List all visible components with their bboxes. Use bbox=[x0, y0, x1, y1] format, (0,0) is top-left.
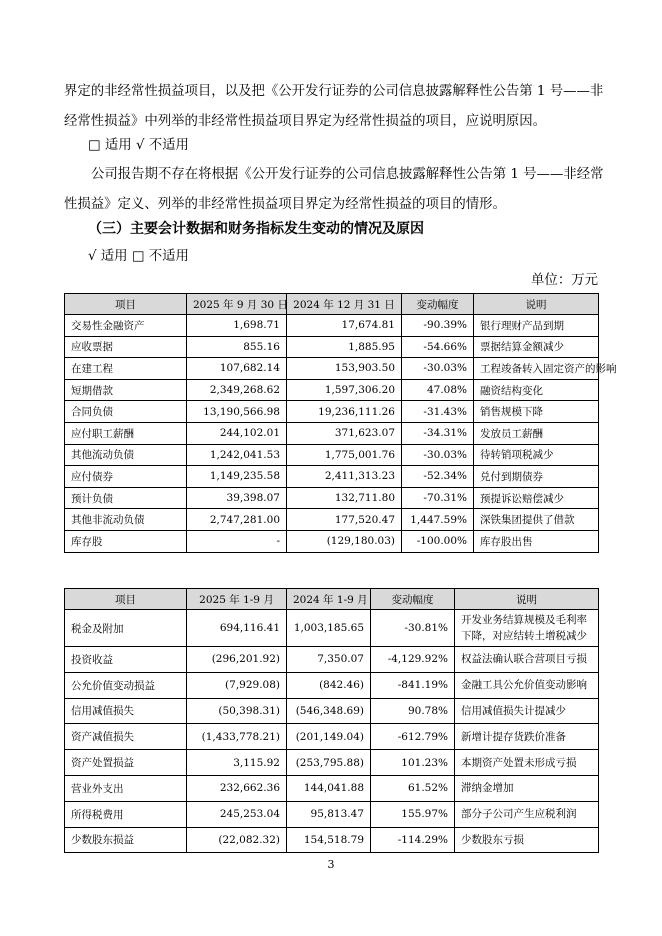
unit-label: 单位：万元 bbox=[531, 273, 598, 288]
explanation-cell: 发放员工薪酬 bbox=[474, 422, 599, 444]
intro-line-1: 界定的非经常性损益项目，以及把《公开发行证券的公司信息披露解释性公告第 1 号——非 bbox=[64, 84, 604, 99]
column-header: 变动幅度 bbox=[402, 294, 474, 315]
item-cell: 公允价值变动损益 bbox=[65, 672, 187, 698]
prior-value-cell: 154,518.79 bbox=[287, 827, 371, 853]
current-value-cell: (22,082.32) bbox=[187, 827, 287, 853]
table-row bbox=[65, 487, 599, 509]
prior-value-cell: 19,236,111.26 bbox=[287, 401, 402, 423]
income-statement-changes-table bbox=[64, 588, 599, 853]
prior-value-cell: (201,149.04) bbox=[287, 724, 371, 750]
change-rate-cell: 1,447.59% bbox=[402, 509, 474, 531]
prior-value-cell: (842.46) bbox=[287, 672, 371, 698]
prior-value-cell: (253,795.88) bbox=[287, 750, 371, 776]
explanation-cell: 滞纳金增加 bbox=[455, 775, 599, 801]
explanation-cell: 少数股东亏损 bbox=[455, 827, 599, 853]
change-rate-cell: -4,129.92% bbox=[371, 647, 455, 673]
change-rate-cell: 90.78% bbox=[371, 698, 455, 724]
explanation-cell: 本期资产处置未形成亏损 bbox=[455, 750, 599, 776]
table-row bbox=[65, 724, 599, 750]
table-row bbox=[65, 358, 599, 380]
item-cell: 合同负债 bbox=[65, 401, 187, 423]
item-cell: 少数股东损益 bbox=[65, 827, 187, 853]
change-rate-cell: -90.39% bbox=[402, 315, 474, 337]
prior-value-cell: 1,597,306.20 bbox=[287, 379, 402, 401]
explanation-cell: 权益法确认联合营项目亏损 bbox=[455, 647, 599, 673]
explanation-cell: 深铁集团提供了借款 bbox=[474, 509, 599, 531]
current-value-cell: 2,747,281.00 bbox=[187, 509, 287, 531]
table-header-row bbox=[65, 294, 599, 315]
current-value-cell: (50,398.31) bbox=[187, 698, 287, 724]
explanation-cell: 融资结构变化 bbox=[474, 379, 599, 401]
explanation-cell: 开发业务结算规模及毛利率下降，对应结转土增税减少 bbox=[455, 610, 599, 647]
current-value-cell: 1,242,041.53 bbox=[187, 444, 287, 466]
table-row bbox=[65, 698, 599, 724]
change-rate-cell: 47.08% bbox=[402, 379, 474, 401]
prior-value-cell: 7,350.07 bbox=[287, 647, 371, 673]
current-value-cell: (296,201.92) bbox=[187, 647, 287, 673]
prior-value-cell: 132,711.80 bbox=[287, 487, 402, 509]
column-header: 2024 年 12 月 31 日 bbox=[287, 294, 402, 315]
item-cell: 营业外支出 bbox=[65, 775, 187, 801]
current-value-cell: 855.16 bbox=[187, 336, 287, 358]
item-cell: 其他流动负债 bbox=[65, 444, 187, 466]
table-row bbox=[65, 466, 599, 488]
table-row bbox=[65, 801, 599, 827]
column-header: 2025 年 1-9 月 bbox=[187, 589, 287, 610]
explanation-cell: 银行理财产品到期 bbox=[474, 315, 599, 337]
page-number: 3 bbox=[327, 858, 335, 871]
intro-paragraph bbox=[64, 77, 604, 137]
item-cell: 应付债券 bbox=[65, 466, 187, 488]
change-rate-cell: -34.31% bbox=[402, 422, 474, 444]
change-rate-cell: -841.19% bbox=[371, 672, 455, 698]
current-value-cell: (7,929.08) bbox=[187, 672, 287, 698]
explanation-cell: 销售规模下降 bbox=[474, 401, 599, 423]
item-cell: 所得税费用 bbox=[65, 801, 187, 827]
change-rate-cell: -31.43% bbox=[402, 401, 474, 423]
table-row bbox=[65, 509, 599, 531]
change-rate-cell: -30.81% bbox=[371, 610, 455, 647]
item-cell: 资产处置损益 bbox=[65, 750, 187, 776]
explanation-cell: 库存股出售 bbox=[474, 530, 599, 552]
table-row bbox=[65, 444, 599, 466]
prior-value-cell: 144,041.88 bbox=[287, 775, 371, 801]
prior-value-cell: 177,520.47 bbox=[287, 509, 402, 531]
current-value-cell: 3,115.92 bbox=[187, 750, 287, 776]
table-row bbox=[65, 775, 599, 801]
item-cell: 预计负债 bbox=[65, 487, 187, 509]
change-rate-cell: -52.34% bbox=[402, 466, 474, 488]
current-value-cell: 232,662.36 bbox=[187, 775, 287, 801]
current-value-cell: (1,433,778.21) bbox=[187, 724, 287, 750]
table-row bbox=[65, 672, 599, 698]
item-cell: 资产减值损失 bbox=[65, 724, 187, 750]
item-cell: 信用减值损失 bbox=[65, 698, 187, 724]
item-cell: 其他非流动负债 bbox=[65, 509, 187, 531]
table-row bbox=[65, 610, 599, 647]
change-rate-cell: -114.29% bbox=[371, 827, 455, 853]
statement-paragraph: 公司报告期不存在将根据《公开发行证券的公司信息披露解释性公告第 1 号——非经常性损益》定义、列举的非经常性损益项目界定为经常性损益的项目的情形。 bbox=[64, 167, 604, 212]
current-value-cell: 2,349,268.62 bbox=[187, 379, 287, 401]
explanation-cell: 信用减值损失计提减少 bbox=[455, 698, 599, 724]
explanation-cell: 工程竣备转入固定资产的影响 bbox=[474, 358, 599, 380]
prior-value-cell: 95,813.47 bbox=[287, 801, 371, 827]
change-rate-cell: -30.03% bbox=[402, 444, 474, 466]
table-row bbox=[65, 315, 599, 337]
column-header: 项目 bbox=[65, 589, 187, 610]
current-value-cell: 245,253.04 bbox=[187, 801, 287, 827]
column-header: 变动幅度 bbox=[371, 589, 455, 610]
table-header-row bbox=[65, 589, 599, 610]
prior-value-cell: 371,623.07 bbox=[287, 422, 402, 444]
change-rate-cell: -30.03% bbox=[402, 358, 474, 380]
prior-value-cell: 1,775,001.76 bbox=[287, 444, 402, 466]
change-rate-cell: -70.31% bbox=[402, 487, 474, 509]
column-header: 2025 年 9 月 30 日 bbox=[187, 294, 287, 315]
balance-sheet-changes-table bbox=[64, 293, 617, 553]
explanation-cell: 新增计提存货跌价准备 bbox=[455, 724, 599, 750]
change-rate-cell: -100.00% bbox=[402, 530, 474, 552]
intro-line-2: 经常性损益》中列举的非经常性损益项目界定为经常性损益的项目，应说明原因。 bbox=[64, 114, 547, 129]
table-row bbox=[65, 750, 599, 776]
prior-value-cell: 1,885.95 bbox=[287, 336, 402, 358]
prior-value-cell: 1,003,185.65 bbox=[287, 610, 371, 647]
table-row bbox=[65, 336, 599, 358]
prior-value-cell: 17,674.81 bbox=[287, 315, 402, 337]
column-header: 说明 bbox=[455, 589, 599, 610]
applicability-option-1: □ 适用 √ 不适用 bbox=[88, 138, 189, 153]
current-value-cell: 694,116.41 bbox=[187, 610, 287, 647]
prior-value-cell: (546,348.69) bbox=[287, 698, 371, 724]
change-rate-cell: -54.66% bbox=[402, 336, 474, 358]
applicability-option-2: √ 适用 □ 不适用 bbox=[88, 249, 189, 264]
table-row bbox=[65, 401, 599, 423]
explanation-cell: 部分子公司产生应税利润 bbox=[455, 801, 599, 827]
change-rate-cell: -612.79% bbox=[371, 724, 455, 750]
item-cell: 短期借款 bbox=[65, 379, 187, 401]
table-row bbox=[65, 647, 599, 673]
column-header: 项目 bbox=[65, 294, 187, 315]
current-value-cell: 107,682.14 bbox=[187, 358, 287, 380]
change-rate-cell: 61.52% bbox=[371, 775, 455, 801]
current-value-cell: 39,398.07 bbox=[187, 487, 287, 509]
explanation-cell: 票据结算金额减少 bbox=[474, 336, 599, 358]
section-heading: （三）主要会计数据和财务指标发生变动的情况及原因 bbox=[88, 221, 424, 237]
current-value-cell: 244,102.01 bbox=[187, 422, 287, 444]
explanation-cell: 金融工具公允价值变动影响 bbox=[455, 672, 599, 698]
table-row bbox=[65, 379, 599, 401]
current-value-cell: 13,190,566.98 bbox=[187, 401, 287, 423]
current-value-cell: 1,149,235.58 bbox=[187, 466, 287, 488]
item-cell: 交易性金融资产 bbox=[65, 315, 187, 337]
item-cell: 税金及附加 bbox=[65, 610, 187, 647]
item-cell: 应收票据 bbox=[65, 336, 187, 358]
current-value-cell: 1,698.71 bbox=[187, 315, 287, 337]
table-row bbox=[65, 827, 599, 853]
explanation-cell: 预提诉讼赔偿减少 bbox=[474, 487, 599, 509]
column-header: 2024 年 1-9 月 bbox=[287, 589, 371, 610]
prior-value-cell: 153,903.50 bbox=[287, 358, 402, 380]
explanation-cell: 待转销项税减少 bbox=[474, 444, 599, 466]
table-row bbox=[65, 530, 599, 552]
item-cell: 在建工程 bbox=[65, 358, 187, 380]
item-cell: 应付职工薪酬 bbox=[65, 422, 187, 444]
prior-value-cell: (129,180.03) bbox=[287, 530, 402, 552]
change-rate-cell: 155.97% bbox=[371, 801, 455, 827]
column-header: 说明 bbox=[474, 294, 599, 315]
explanation-cell: 兑付到期债券 bbox=[474, 466, 599, 488]
item-cell: 投资收益 bbox=[65, 647, 187, 673]
item-cell: 库存股 bbox=[65, 530, 187, 552]
prior-value-cell: 2,411,313.23 bbox=[287, 466, 402, 488]
table-row bbox=[65, 422, 599, 444]
current-value-cell: - bbox=[187, 530, 287, 552]
change-rate-cell: 101.23% bbox=[371, 750, 455, 776]
